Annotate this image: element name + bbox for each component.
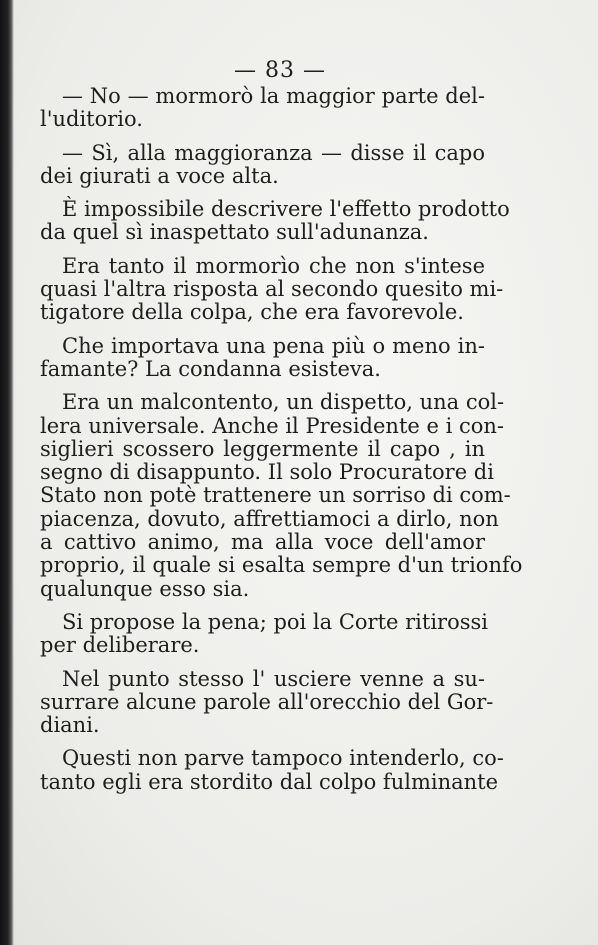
text-line: l'uditorio.: [40, 107, 143, 132]
text-line: segno di disappunto. Il solo Procuratore di: [40, 460, 494, 485]
text-line: È impossibile descrivere l'effetto prodotto: [62, 197, 510, 222]
paragraph: [40, 609, 488, 658]
paragraph: [40, 142, 485, 189]
text-line: per deliberare.: [40, 633, 200, 658]
text-line: — Sì, alla maggioranza — disse il capo: [62, 140, 485, 165]
text-line: lera universale. Anche il Presidente e i con-: [40, 413, 504, 438]
text-line: Che importava una pena più o meno in-: [62, 333, 485, 358]
paragraph: [40, 666, 494, 738]
text-line: da quel sì inaspettato sull'adunanza.: [40, 220, 429, 245]
text-line: piacenza, dovuto, affrettiamoci a dirlo, non: [40, 506, 499, 531]
paragraph: [40, 746, 504, 794]
body-text: [40, 84, 523, 794]
text-line: Era un malcontento, un dispetto, una col-: [62, 390, 505, 415]
text-line: tanto egli era stordito dal colpo fulminante: [40, 769, 499, 794]
page-number: — 83 —: [234, 58, 326, 83]
text-line: qualunque esso sia.: [40, 576, 250, 601]
paragraph: [40, 390, 523, 601]
paragraph: [40, 197, 510, 245]
text-line: diani.: [40, 713, 100, 738]
text-line: famante? La condanna esisteva.: [40, 356, 381, 381]
text-line: Era tanto il mormorìo che non s'intese: [62, 253, 485, 278]
text-line: dei giurati a voce alta.: [40, 163, 279, 188]
text-line: siglieri scossero leggermente il capo , in: [40, 436, 485, 461]
text-line: surrare alcune parole all'orecchio del Gor-: [40, 689, 494, 714]
text-line: Stato non potè trattenere un sorriso di com-: [40, 483, 511, 508]
text-line: tigatore della colpa, che era favorevole.: [40, 300, 464, 325]
book-binding-shadow: [0, 0, 14, 945]
text-line: quasi l'altra risposta al secondo quesito mi-: [40, 277, 504, 302]
paragraph: [40, 253, 504, 325]
text-line: Nel punto stesso l' usciere venne a su-: [62, 666, 485, 691]
text-line: Questi non parve tampoco intenderlo, co-: [62, 746, 504, 771]
text-line: — No — mormorò la maggior parte del-: [62, 84, 485, 108]
text-line: proprio, il quale si esalta sempre d'un trionfo: [40, 553, 523, 578]
text-line: a cattivo animo, ma alla voce dell'amor: [40, 530, 485, 555]
paragraph: [40, 335, 485, 382]
text-line: Si propose la pena; poi la Corte ritirossi: [62, 609, 488, 634]
paragraph: [40, 85, 485, 132]
